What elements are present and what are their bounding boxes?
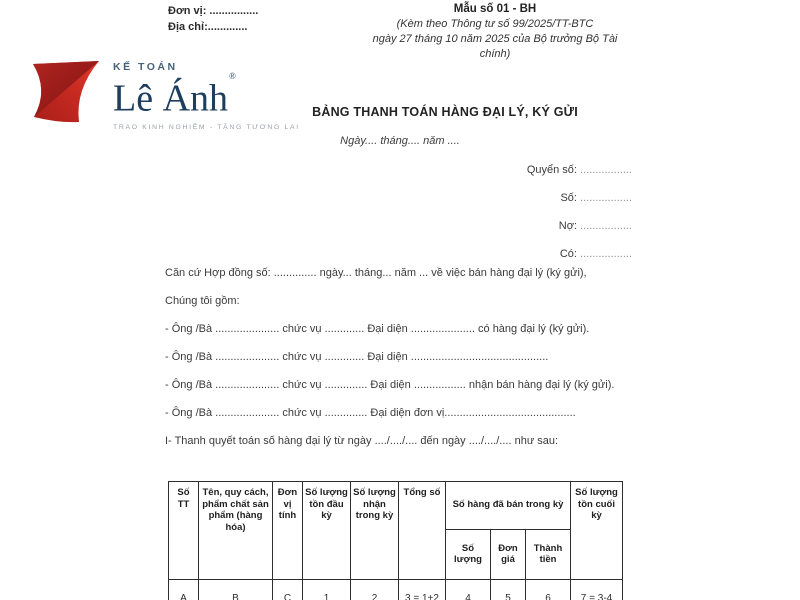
th-unit: Đơn vị tính	[273, 482, 303, 580]
quyen-so-label: Quyển số:	[526, 164, 577, 176]
th-sold-amount: Thành tiền	[526, 530, 571, 580]
index-cell-1: 1	[303, 580, 351, 600]
body-text	[165, 266, 645, 462]
form-note-line-2: ngày 27 tháng 10 năm 2025 của Bộ trưởng Bộ Tài	[372, 33, 618, 45]
no-value: .................	[580, 220, 632, 232]
index-cell-7: 7 = 3-4	[571, 580, 623, 600]
th-sold-price: Đơn giá	[491, 530, 526, 580]
so-value: .................	[580, 192, 632, 204]
co-value: .................	[580, 248, 632, 260]
index-cell-b: B	[199, 580, 273, 600]
index-cell-5: 5	[491, 580, 526, 600]
party-line-2: - Ông /Bà ..................... chức vụ ............. Đại diện .............................................	[165, 351, 549, 363]
logo-text-block	[113, 60, 300, 131]
no-field	[430, 219, 632, 234]
co-field	[430, 247, 632, 262]
index-cell-4: 4	[446, 580, 491, 600]
settlement-section-line: I- Thanh quyết toán số hàng đại lý từ ngày ..../..../.... đến ngày ..../..../.... như sau:	[165, 435, 559, 447]
th-stt: Số TT	[169, 482, 199, 580]
index-cell-2: 2	[351, 580, 399, 600]
so-field	[430, 191, 632, 206]
th-sold-group: Số hàng đã bán trong kỳ	[446, 482, 571, 530]
th-total: Tổng số	[399, 482, 446, 580]
th-opening-stock: Số lượng tồn đầu kỳ	[303, 482, 351, 580]
party-line-4: - Ông /Bà ..................... chức vụ .............. Đại diện đơn vị...........................................	[165, 407, 576, 419]
registered-mark: ®	[229, 71, 236, 81]
contract-basis-line: Căn cứ Hợp đồng số: .............. ngày... tháng... năm ... về việc bán hàng đại lý (ký gửi),	[165, 267, 587, 279]
so-label: Số:	[560, 192, 577, 204]
logo-mark-icon	[32, 60, 102, 124]
unit-line: Đơn vị: ................	[168, 5, 259, 17]
brand-logo	[32, 60, 300, 131]
th-received: Số lượng nhận trong kỳ	[351, 482, 399, 580]
doc-date-line: Ngày.... tháng.... năm ....	[340, 135, 460, 147]
th-closing-stock: Số lượng tồn cuối kỳ	[571, 482, 623, 580]
co-label: Có:	[559, 248, 577, 260]
index-cell-3: 3 = 1+2	[399, 580, 446, 600]
doc-title: BẢNG THANH TOÁN HÀNG ĐẠI LÝ, KÝ GỬI	[312, 105, 578, 119]
form-note-line-1: (Kèm theo Thông tư số 99/2025/TT-BTC	[396, 18, 594, 30]
ledger-fields	[430, 163, 632, 275]
brand-name-text: Lê Ánh	[113, 77, 229, 120]
index-cell-a: A	[169, 580, 199, 600]
address-line: Địa chỉ:.............	[168, 21, 248, 33]
party-line-1: - Ông /Bà ..................... chức vụ ............. Đại diện ..................... có hàng đại lý (ký gửi).	[165, 323, 590, 335]
settlement-table	[168, 481, 623, 600]
quyen-so-field	[430, 163, 632, 178]
quyen-so-value: .................	[580, 164, 632, 176]
no-label: Nợ:	[558, 220, 577, 232]
brand-top-label: KẾ TOÁN	[113, 61, 178, 73]
unit-address-block	[168, 3, 258, 35]
party-line-3: - Ông /Bà ..................... chức vụ .............. Đại diện ................. nhận bán hàng đại lý (ký gửi).	[165, 379, 615, 391]
form-note-line-3: chính)	[479, 48, 511, 60]
th-sold-qty: Số lượng	[446, 530, 491, 580]
parties-intro-line: Chúng tôi gồm:	[165, 295, 240, 307]
index-cell-c: C	[273, 580, 303, 600]
th-product: Tên, quy cách, phẩm chất sản phẩm (hàng hóa)	[199, 482, 273, 580]
brand-tagline: TRAO KINH NGHIỆM - TẶNG TƯƠNG LAI	[113, 123, 300, 131]
form-number: Mẫu số 01 - BH	[453, 3, 537, 15]
form-head-block	[345, 3, 645, 62]
index-cell-6: 6	[526, 580, 571, 600]
